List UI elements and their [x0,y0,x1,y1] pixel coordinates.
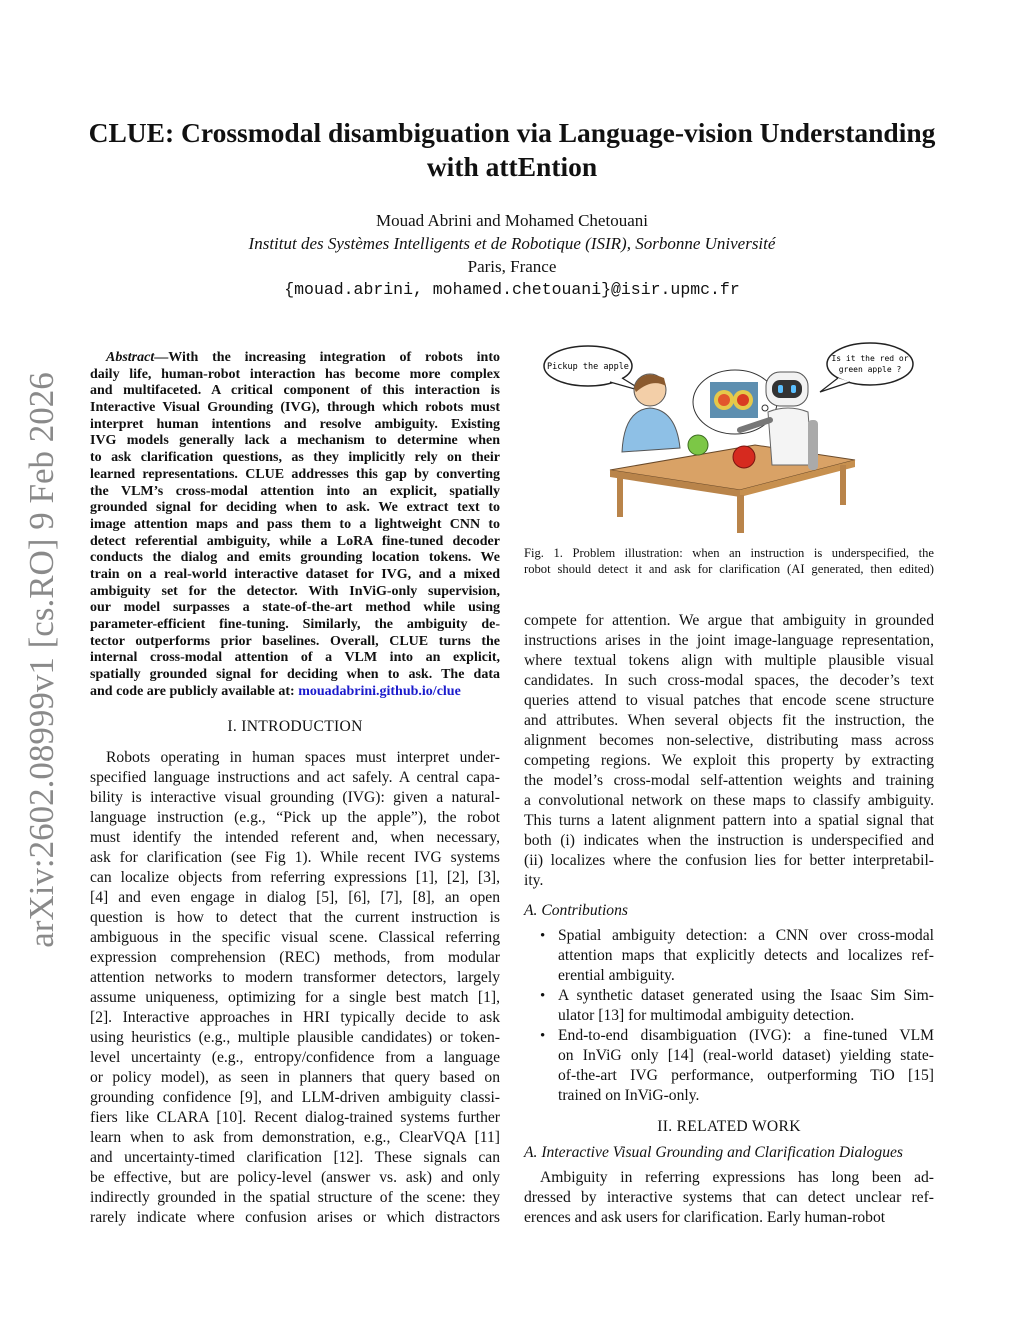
section-heading-related-work: II. RELATED WORK [657,1118,801,1135]
paragraph-line: learn when to ask from demonstration, e.g., ClearVQA [11] [90,1129,500,1146]
paragraph-line: erences and ask users for clarification. Early human-robot [524,1209,886,1226]
paragraph-line: specified language instructions and act safely. A central capa- [90,769,500,786]
abstract-line: ambiguity set for the detector. With InViG-only supervision, [90,583,500,599]
paragraph-line: expression comprehension (REC) methods, from modular [90,949,500,966]
contribution-item [524,986,934,1026]
paragraph-line: and uncertainty-timed clarification [12]. These signals can [90,1149,500,1166]
figure-1 [540,340,920,535]
paragraph-line: bility is interactive visual grounding (IVG): given a natural- [90,789,500,806]
title-line: CLUE: Crossmodal disambiguation via Language-vision Understanding [88,117,936,148]
abstract-line: the VLM’s cross-modal attention into an explicit, spatially [90,483,500,499]
contribution-item [524,1026,934,1106]
paragraph-line: dressed by interactive systems that can detect unclear ref- [524,1189,934,1206]
paragraph-line: language instruction (e.g., “Pick up the apple”), the robot [90,809,500,826]
paragraph-line: [2]. Interactive approaches in HRI typically decide to ask [90,1009,500,1026]
paper-title [60,116,964,184]
bullet-line: erential ambiguity. [558,967,675,984]
related-work-body [524,1168,934,1228]
paragraph-line: or policy model), as seen in planners that query based on [90,1069,500,1086]
paragraph-line: fiers like CLARA [10]. Recent dialog-trained systems further [90,1109,500,1126]
paragraph-line: alignment becomes non-selective, distributing mass across [524,732,934,749]
paragraph-line: the model’s cross-modal self-attention weights and training [524,772,934,789]
paragraph-line: a convolutional network on these maps to classify ambiguity. [524,792,934,809]
authors: Mouad Abrini and Mohamed Chetouani [376,211,648,230]
abstract-line: conducts the dialog and emits grounding location tokens. We [90,550,500,566]
green-apple-icon [688,435,708,455]
paragraph-line: using heuristics (e.g., multiple plausible candidates) or token- [90,1029,500,1046]
abstract-line: our model surpasses a state-of-the-art method while using [90,600,500,616]
human-speech-text: Pickup the apple [547,362,629,372]
contribution-item [524,926,934,986]
abstract-line [90,684,500,701]
paragraph-line: [4] and even engage in dialog [5], [6], [7], [8], an open [90,889,500,906]
abstract-line [90,350,500,367]
subsection-heading-contributions: A. Contributions [524,902,628,919]
abstract-line: image attention maps and pass them to a lightweight CNN to [90,516,500,532]
paragraph-line: candidates. In such cross-modal spaces, the decoder’s text [524,672,934,689]
abstract-line: Interactive Visual Grounding (IVG), through which robots must [90,400,500,416]
bullet-line: of-the-art IVG performance, outperforming TiO [15] [558,1067,934,1084]
paragraph-line: must identify the intended referent and, when necessary, [90,829,500,846]
paragraph-line: question is how to detect that the current instruction is [90,909,500,926]
paragraph-line: attention networks to modern transformer detectors, largely [90,969,500,986]
abstract-line: spatially grounded signal for deciding when to ask. The data [90,667,500,683]
abstract-line: and multifaceted. A critical component of this interaction is [90,383,500,399]
bullet-line: End-to-end disambiguation (IVG): a fine-tuned VLM [558,1027,934,1044]
human-body-icon [622,408,680,452]
bullet-line: on InViG only [14] (real-world dataset) yielding state- [558,1047,934,1064]
bullet-line: attention maps that explicitly detects and localizes ref- [558,947,934,964]
bullet-icon: • [540,1028,546,1044]
robot-speech-text: Is it the red or [831,354,909,363]
abstract-line: parameter-efficient fine-tuning. Similarly, the ambiguity de- [90,617,500,632]
arxiv-side-stamp: arXiv:2602.08999v1 [cs.RO] 9 Feb 2026 [22,372,61,948]
robot-body-icon [768,408,812,465]
abstract-line: learned representations. CLUE addresses this gap by converting [90,466,500,482]
caption-line: robot should detect it and ask for clarification (AI generated, then edited) [524,562,934,576]
table-icon [610,445,855,490]
paragraph-line: be effective, but are policy-level (answer vs. ask) and only [90,1169,500,1186]
abstract-line: daily life, human-robot interaction has become more complex [90,366,500,382]
bullet-line: ulator [13] for multimodal ambiguity detection. [558,1007,855,1024]
paragraph-line: where textual tokens align with multiple plausible visual [524,652,934,669]
paragraph-line: competing regions. We exploit this property by extracting [524,752,934,769]
paragraph-line: Ambiguity in referring expressions has long been ad- [540,1169,934,1186]
paragraph-line: and attributes. When several objects fit the instruction, the [524,712,934,729]
location: Paris, France [467,257,557,276]
bullet-icon: • [540,988,546,1004]
abstract-line: detect referential ambiguity, while a LoRA fine-tuned decoder [90,533,500,549]
title-line: with attEntion [426,151,598,182]
paragraph-line: ambiguous in the specific visual scene. Classical referring [90,929,500,946]
problem-illustration [540,340,920,535]
bullet-icon: • [540,928,546,944]
paragraph-line: assume uniqueness, optimizing for a single best match [1], [90,989,500,1006]
section-heading-introduction: I. INTRODUCTION [227,718,363,735]
abstract-line: grounded signal for deciding when to ask. We extract text to [90,500,500,516]
bullet-line: Spatial ambiguity detection: a CNN over cross-modal [558,927,934,944]
abstract-label: Abstract [106,350,155,365]
paragraph-line: rarely indicate where confusion arises or which distractors [90,1209,500,1226]
robot-speech-text: green apple ? [838,365,902,374]
paragraph-line: compete for attention. We argue that ambiguity in grounded [524,612,934,629]
paragraph-line: ask for clarification (see Fig 1). While recent IVG systems [90,849,500,866]
paragraph-line: Robots operating in human spaces must interpret under- [106,749,500,766]
subsection-heading-ivg: A. Interactive Visual Grounding and Clarification Dialogues [524,1144,903,1161]
intro-continuation [524,611,934,891]
red-apple-icon [733,446,755,468]
abstract-text: —With the increasing integration of robots into [154,350,500,365]
caption-line: Fig. 1. Problem illustration: when an instruction is underspecified, the [524,546,934,560]
project-link[interactable]: mouadabrini.github.io/clue [298,683,461,699]
intro-body [90,748,500,1228]
abstract-line: interpret human intentions and resolve ambiguity. Existing [90,416,500,432]
bullet-line: trained on InViG-only. [558,1087,700,1104]
paragraph-line: ity. [524,872,544,889]
paragraph-line: This turns a latent alignment pattern into a spatial signal that [524,812,934,829]
paragraph-line: can localize objects from referring expressions [1], [2], [3], [90,869,500,886]
paragraph-line: level uncertainty (e.g., entropy/confidence from a language [90,1049,500,1066]
abstract-line: internal cross-modal attention of a VLM into an explicit, [90,650,500,666]
paragraph-line: instructions arises in the joint image-language representation, [524,632,934,649]
abstract-line: tector outperforms prior baselines. Overall, CLUE turns the [90,633,500,649]
figure-caption [524,545,934,577]
contributions-list [524,926,934,1106]
abstract-line: train on a real-world interactive dataset for IVG, and a mixed [90,566,500,582]
paragraph-line: grounding confidence [9], and LLM-driven ambiguity classi- [90,1089,500,1106]
paragraph-line: both (i) indicates when the instruction is underspecified and [524,832,934,849]
abstract-line: to ask clarification questions, as they implicitly rely on their [90,450,500,466]
abstract [90,350,500,700]
email: {mouad.abrini, mohamed.chetouani}@isir.upmc.fr [284,280,740,299]
abstract-line: IVG models generally lack a mechanism to determine when [90,433,500,449]
affiliation: Institut des Systèmes Intelligents et de Robotique (ISIR), Sorbonne Université [248,234,776,253]
bullet-line: A synthetic dataset generated using the Isaac Sim Sim- [558,987,934,1004]
abstract-text: and code are publicly available at: [90,683,299,699]
paragraph-line: queries attend to visual patches that encode scene structure [524,692,934,709]
paragraph-line: indirectly grounded in the spatial structure of the scene: they [90,1189,500,1206]
paragraph-line: (ii) localizes where the confusion lies for better interpretabil- [524,852,934,869]
